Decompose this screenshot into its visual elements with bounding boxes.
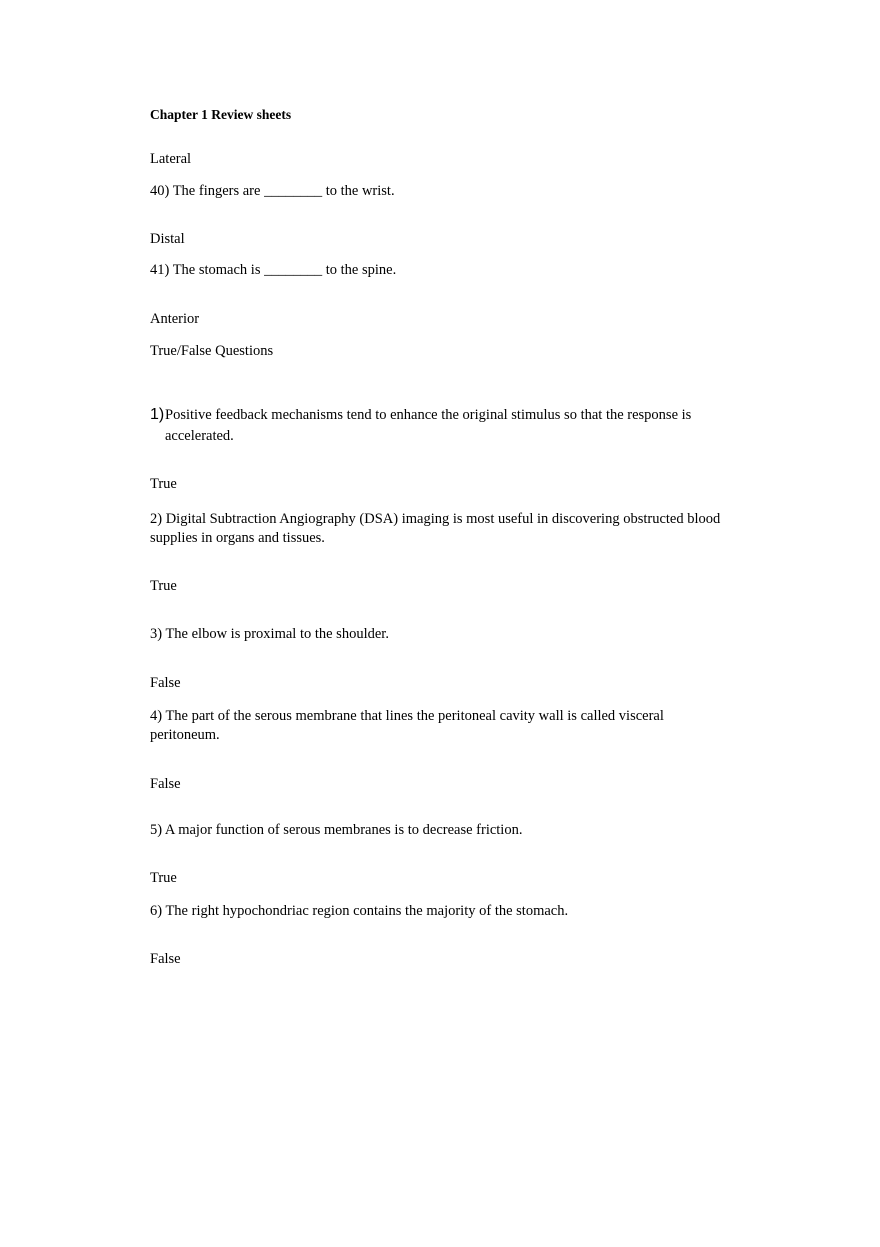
question-item: [150, 405, 730, 447]
question-number: 1): [150, 406, 165, 423]
question-text: 6) The right hypochondriac region contains the majority of the stomach.: [150, 903, 569, 919]
answer-text: False: [150, 675, 181, 691]
answer-text: True: [150, 476, 177, 492]
section-heading: True/False Questions: [150, 343, 274, 359]
answer-text: True: [150, 578, 177, 594]
page-title: Chapter 1 Review sheets: [150, 107, 292, 122]
answer-text: Distal: [150, 231, 185, 247]
answer-text: False: [150, 951, 181, 967]
question-text: 5) A major function of serous membranes is to decrease friction.: [150, 822, 523, 838]
question-text: 4) The part of the serous membrane that lines the peritoneal cavity wall is called visceral peritoneum.: [150, 708, 664, 743]
question-text: 3) The elbow is proximal to the shoulder.: [150, 626, 389, 642]
answer-text: False: [150, 776, 181, 792]
answer-text: Lateral: [150, 151, 192, 167]
question-text: Positive feedback mechanisms tend to enhance the original stimulus so that the response is accelerated.: [165, 407, 692, 444]
answer-text: True: [150, 870, 177, 886]
answer-text: Anterior: [150, 311, 200, 327]
question-text: 2) Digital Subtraction Angiography (DSA) imaging is most useful in discovering obstructed blood supplies in organs and tissues.: [150, 511, 721, 546]
question-text: 40) The fingers are ________ to the wrist.: [150, 183, 395, 199]
question-text: 41) The stomach is ________ to the spine.: [150, 262, 397, 278]
